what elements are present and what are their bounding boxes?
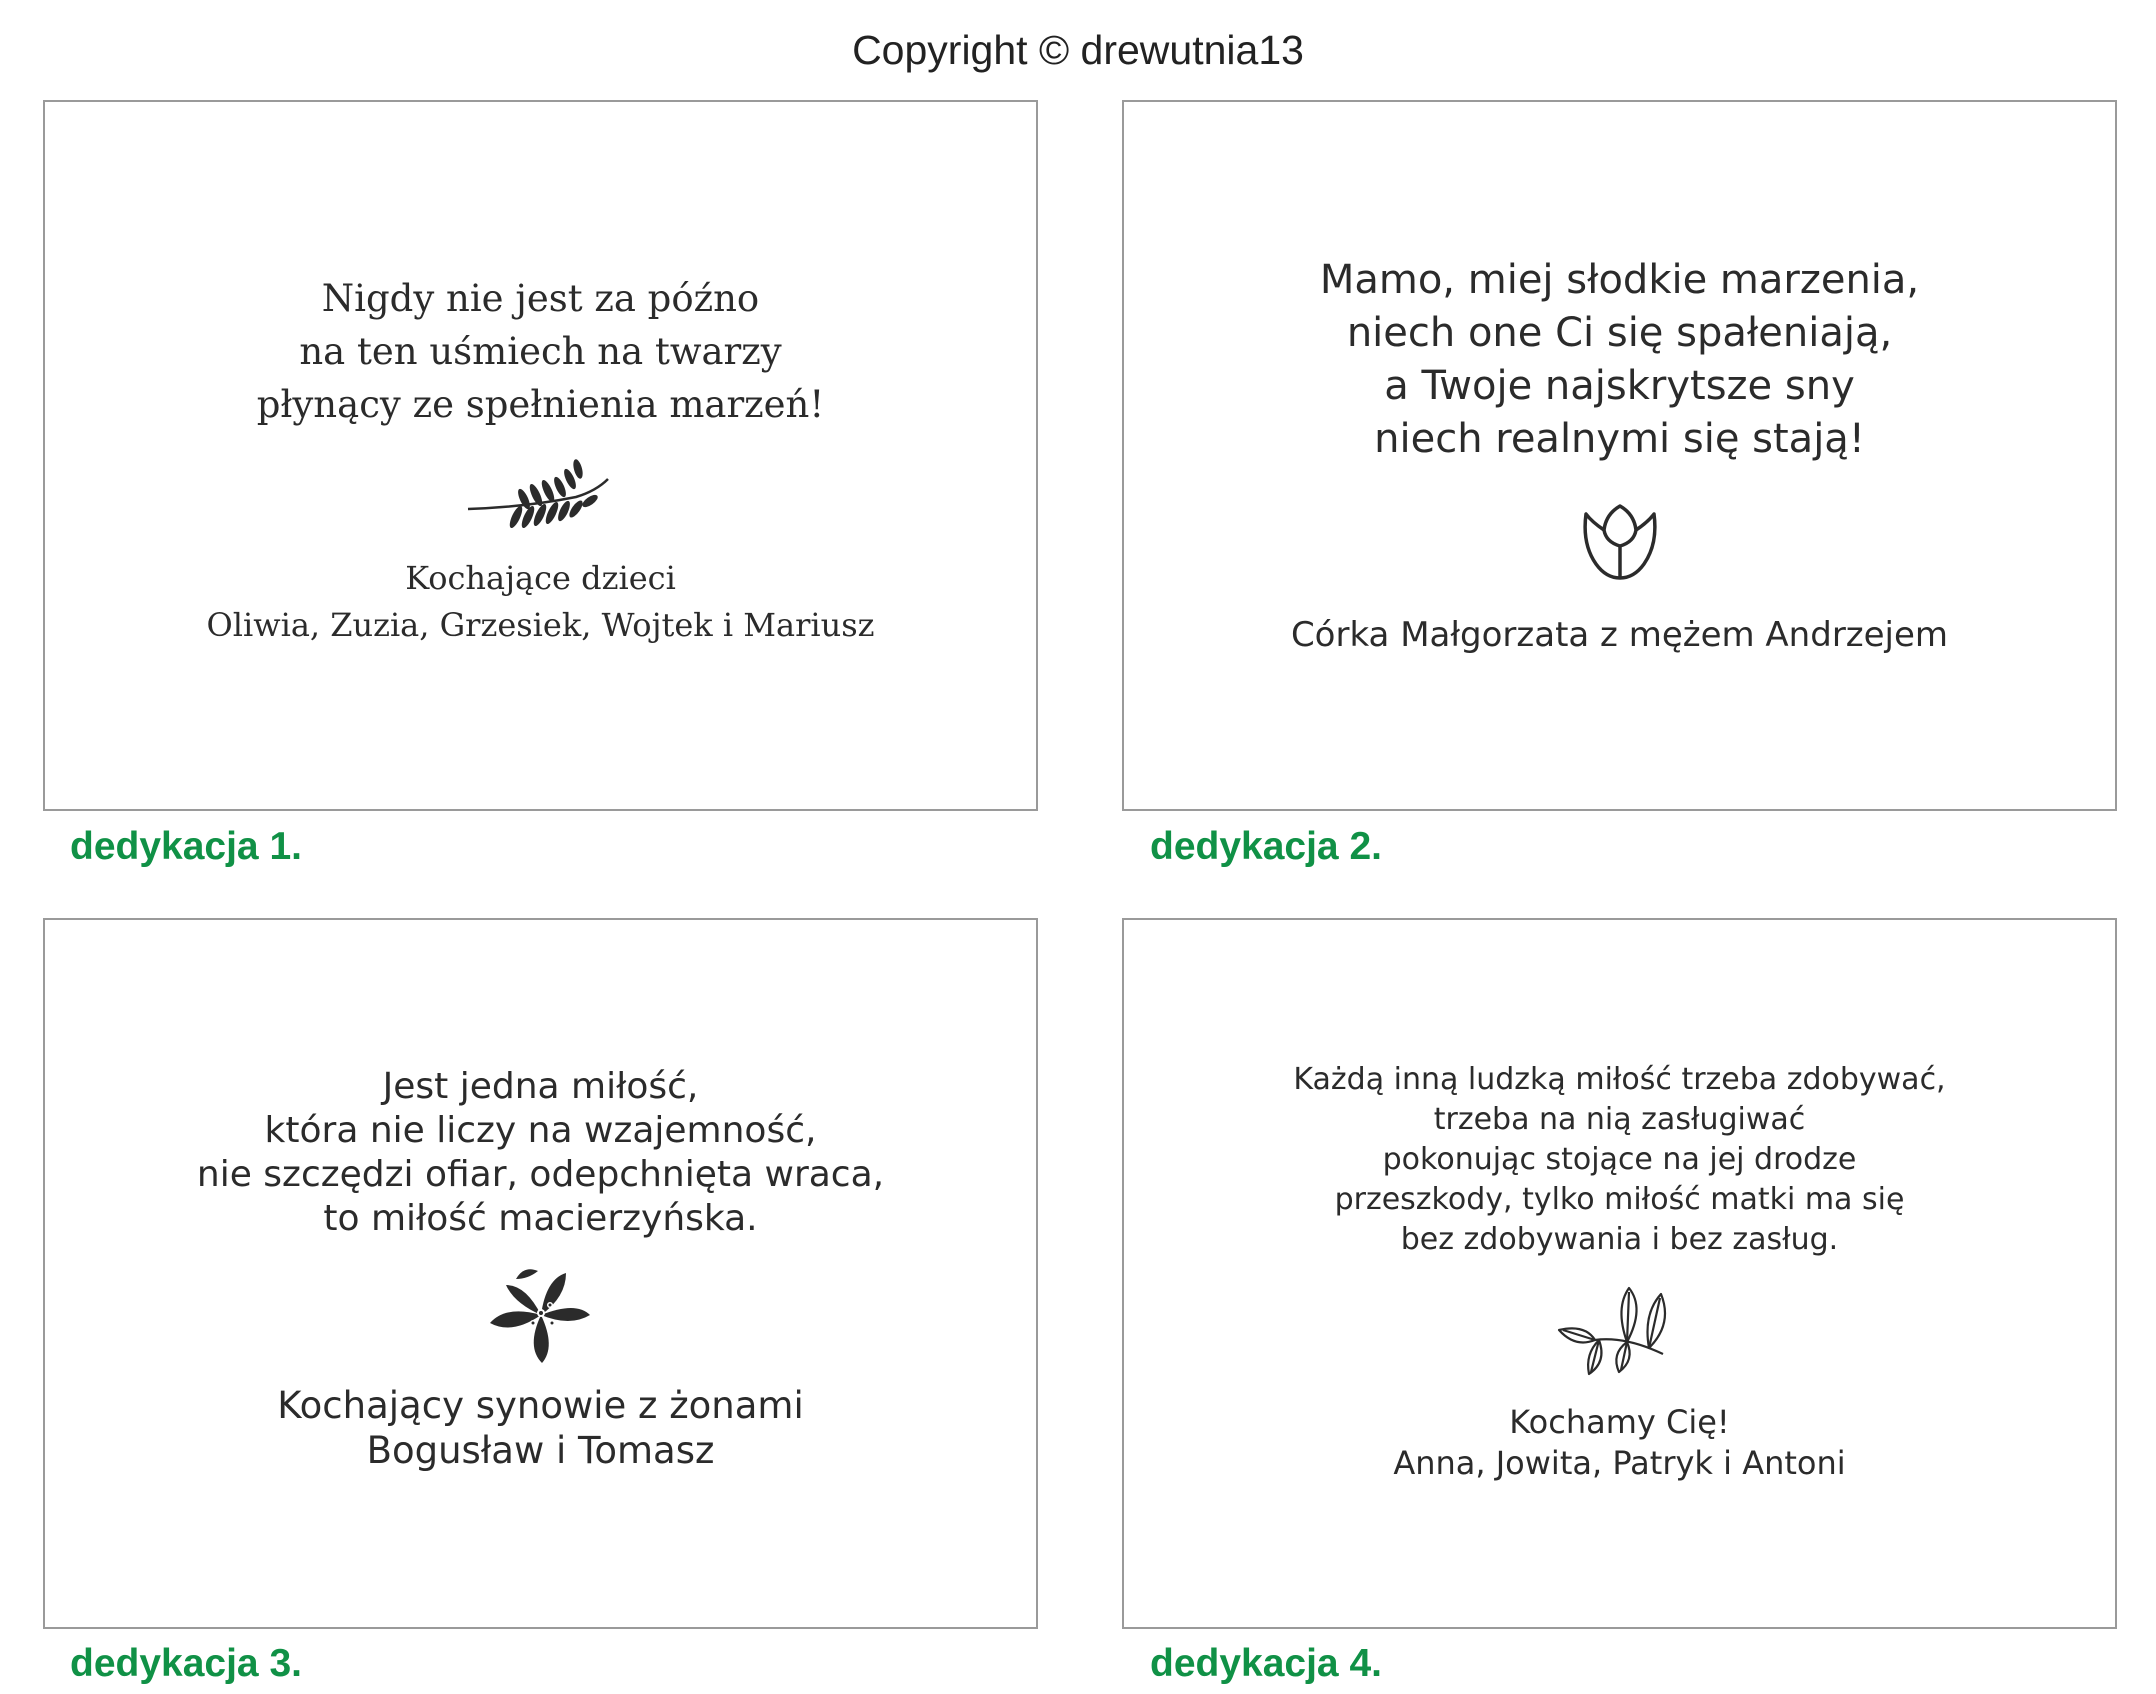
dedication-card-2 (1122, 100, 2117, 811)
signature-line: Kochające dzieci (405, 559, 676, 597)
dedication-verse (1124, 254, 2115, 466)
dedication-signature (45, 1383, 1036, 1473)
verse-line: Nigdy nie jest za późno (321, 277, 760, 320)
signature-line: Kochamy Cię! (1509, 1403, 1730, 1441)
verse-line: niech realnymi się stają! (1374, 416, 1865, 462)
card-caption-3: dedykacja 3. (70, 1642, 302, 1685)
signature-line: Córka Małgorzata z mężem Andrzejem (1290, 615, 1949, 655)
verse-line: a Twoje najskrytsze sny (1384, 363, 1855, 409)
verse-line: Każdą inną ludzką miłość trzeba zdobywać, (1293, 1062, 1946, 1097)
dedication-verse (1124, 1060, 2115, 1260)
dedication-card-3 (43, 918, 1038, 1629)
verse-line: Jest jedna miłość, (382, 1066, 699, 1107)
verse-line: pokonując stojące na jej drodze (1382, 1142, 1857, 1177)
dedication-card-1 (43, 100, 1038, 811)
signature-line: Oliwia, Zuzia, Grzesiek, Wojtek i Mariusz (206, 606, 875, 644)
signature-line: Anna, Jowita, Patryk i Antoni (1393, 1444, 1846, 1482)
flower-icon (486, 1265, 596, 1365)
signature-line: Kochający synowie z żonami (277, 1384, 804, 1427)
card-caption-2: dedykacja 2. (1150, 825, 1382, 868)
copyright-notice: Copyright © drewutnia13 (852, 27, 1304, 73)
verse-line: trzeba na nią zasługiwać (1433, 1102, 1806, 1137)
signature-line: Bogusław i Tomasz (366, 1429, 715, 1472)
card-caption-1: dedykacja 1. (70, 825, 302, 868)
verse-line: nie szczędzi ofiar, odepchnięta wraca, (196, 1154, 885, 1195)
dedication-verse (45, 1065, 1036, 1241)
verse-line: na ten uśmiech na twarzy (299, 330, 782, 373)
verse-line: to miłość macierzyńska. (323, 1198, 758, 1239)
verse-line: płynący ze spełnienia marzeń! (256, 383, 825, 426)
dedication-signature (1124, 1402, 2115, 1484)
verse-line: niech one Ci się spałeniają, (1346, 310, 1893, 356)
verse-line: przeszkody, tylko miłość matki ma się (1334, 1182, 1905, 1217)
leaf-branch-icon (1555, 1284, 1685, 1380)
card-caption-4: dedykacja 4. (1150, 1642, 1382, 1685)
verse-line: bez zdobywania i bez zasług. (1400, 1222, 1839, 1257)
fern-sprig-icon (466, 457, 616, 537)
tulip-icon (1578, 500, 1662, 584)
verse-line: która nie liczy na wzajemność, (264, 1110, 817, 1151)
dedication-signature (1124, 612, 2115, 659)
dedication-signature (45, 555, 1036, 649)
dedication-verse (45, 272, 1036, 431)
dedication-card-4 (1122, 918, 2117, 1629)
verse-line: Mamo, miej słodkie marzenia, (1319, 257, 1920, 303)
